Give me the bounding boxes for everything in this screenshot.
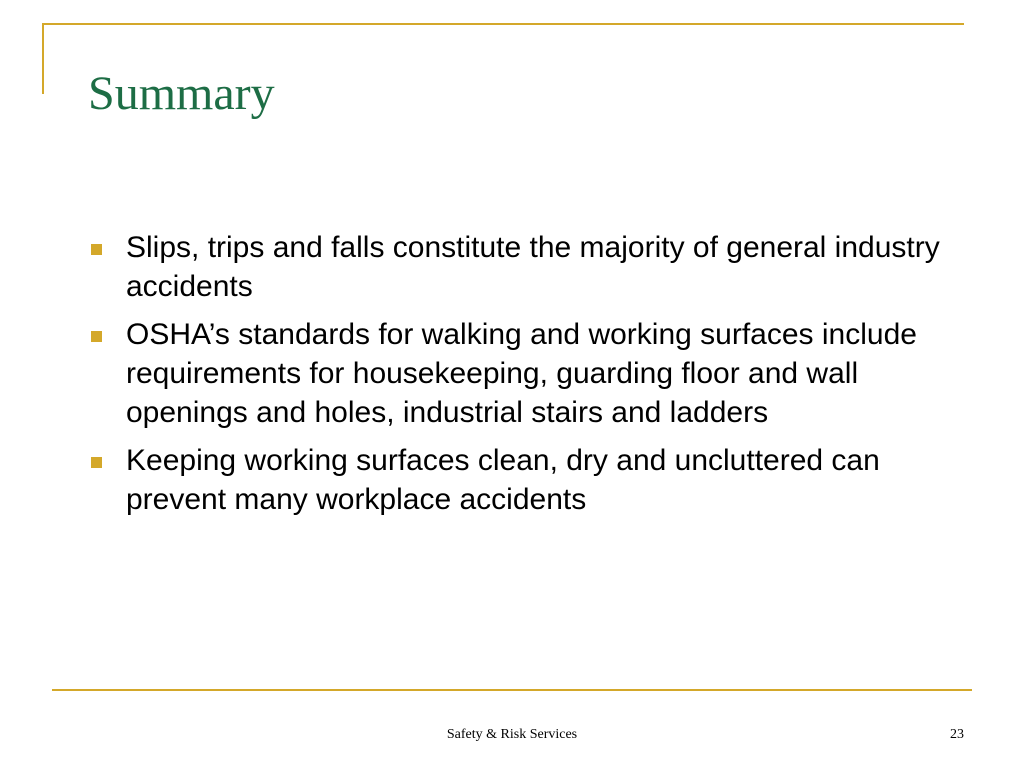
bullet-item [88, 441, 968, 519]
bullet-text: OSHA’s standards for walking and working surfaces include requirements for housekeeping, guarding floor and wall openings and holes, industrial stairs and ladders [126, 318, 917, 429]
bullet-text: Keeping working surfaces clean, dry and uncluttered can prevent many workplace accidents [126, 444, 880, 516]
frame-top-rule [42, 23, 964, 25]
bullet-item [88, 228, 968, 306]
frame-left-rule [42, 23, 44, 94]
page-number: 23 [950, 727, 964, 742]
footer-rule [52, 689, 972, 691]
slide-title: Summary [88, 67, 275, 120]
bullet-text: Slips, trips and falls constitute the majority of general industry accidents [126, 231, 940, 303]
bullet-list [88, 228, 968, 528]
footer-text: Safety & Risk Services [446, 727, 578, 742]
square-bullet-icon [91, 244, 102, 255]
bullet-item [88, 315, 968, 432]
square-bullet-icon [91, 331, 102, 342]
square-bullet-icon [91, 457, 102, 468]
